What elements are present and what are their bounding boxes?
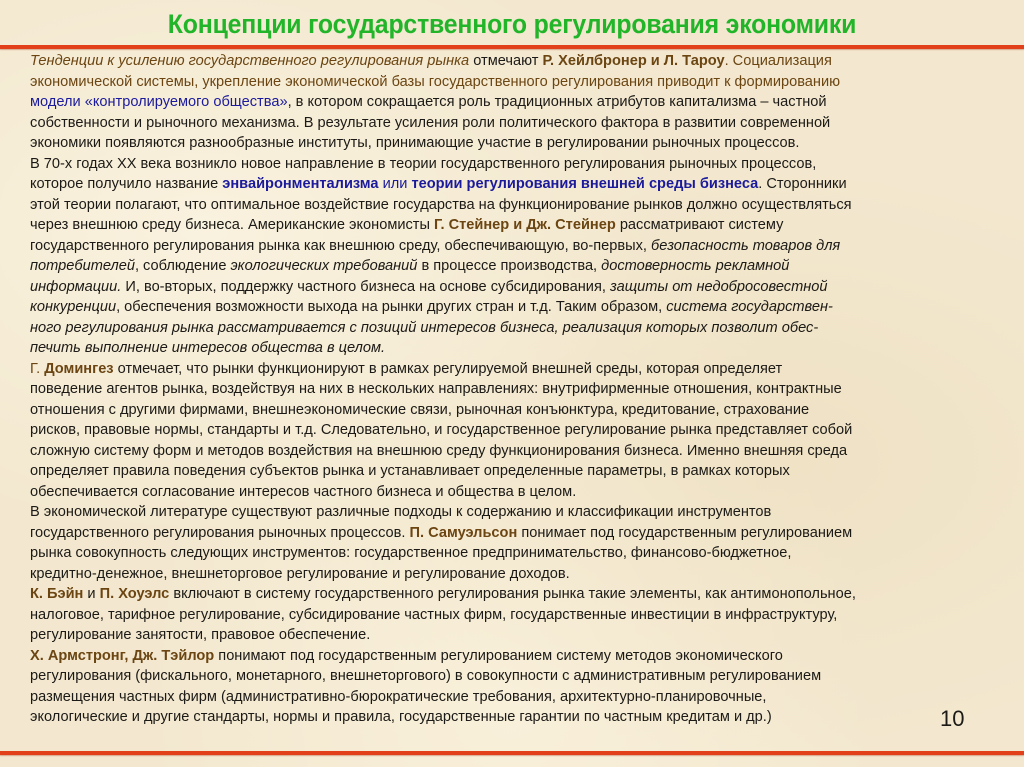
page-number: 10: [940, 706, 965, 731]
text-segment: этой теории полагают, что оптимальное воздействие государства на функционирование рынков должно осуществляться: [30, 196, 852, 213]
text-line: [30, 482, 1010, 503]
text-segment: отмечает, что рынки функционируют в рамках регулируемой внешней среды, которая определяет: [113, 360, 783, 377]
text-segment: обеспечивается согласование интересов частного бизнеса и общества в целом.: [30, 483, 577, 500]
author-name: Х. Армстронг, Дж. Тэйлор: [30, 647, 215, 664]
text-line: [30, 154, 1010, 175]
author-name: П. Хоуэлс: [99, 586, 170, 602]
text-segment: отношения с другими фирмами, внешнеэкономические связи, рыночная конъюнктура, кредитование, страхование: [30, 401, 810, 418]
text-segment: размещения частных фирм (административно-бюрократические требования, архитектурно-планировочные,: [30, 688, 767, 705]
text-line: [30, 92, 1010, 113]
text-line: [30, 379, 1010, 400]
text-line: [30, 441, 1010, 462]
text-line: [30, 72, 1010, 93]
text-segment: государственного регулирования рыночных процессов.: [30, 524, 410, 541]
text-segment: регулирование занятости, правовое обеспечение.: [30, 627, 371, 643]
key-term: модели «контролируемого общества»: [30, 94, 288, 110]
text-line: [30, 502, 1010, 523]
text-segment: собственности и рыночного механизма. В результате усиления роли политического фактора в развитии современной: [30, 114, 831, 131]
text-segment: которое получило название: [30, 176, 223, 192]
text-segment: рынка совокупность следующих инструментов: государственное предпринимательство, финансово-бюджетное,: [30, 545, 792, 561]
slide-title: Концепции государственного регулирования экономики: [167, 9, 857, 39]
text-line: [30, 646, 1010, 667]
text-segment: отмечают: [469, 53, 543, 69]
text-segment: понимает под государственным регулированием: [517, 524, 853, 541]
text-segment: защиты от недобросовестной: [609, 278, 828, 295]
text-segment: через внешнюю среду бизнеса. Американские экономисты: [30, 217, 435, 233]
text-segment: экологических требований: [230, 258, 418, 274]
text-segment: , соблюдение: [134, 258, 231, 274]
author-name: Р. Хейлбронер и Л. Тароу: [542, 53, 725, 69]
text-segment: государственного регулирования рынка как внешнюю среду, обеспечивающую, во-первых,: [30, 237, 652, 254]
text-segment: система государствен-: [666, 299, 833, 315]
key-term: или: [378, 176, 412, 192]
text-line: [30, 133, 1010, 154]
top-divider: [0, 45, 1024, 49]
text-line: [30, 215, 1010, 236]
text-line: [30, 420, 1010, 441]
text-segment: , в котором сокращается роль традиционных атрибутов капитализма – частной: [287, 94, 827, 110]
text-line: [30, 605, 1010, 626]
text-segment: . Социализация: [724, 53, 832, 69]
text-segment: экономики появляются разнообразные институты, принимающие участие в регулировании рыночных процессов.: [30, 135, 800, 151]
text-segment: регулирования (фискального, монетарного, внешнеторгового) в совокупности с административным регулированием: [30, 668, 822, 684]
text-segment: В экономической литературе существуют различные подходы к содержанию и классификации инструментов: [30, 504, 772, 520]
text-line: [30, 277, 1010, 298]
text-segment: ного регулирования рынка рассматривается с позиций интересов бизнеса, реализация которых позволит обес-: [30, 319, 819, 336]
text-line: [30, 256, 1010, 277]
author-name: П. Самуэльсон: [409, 524, 518, 541]
text-line: [30, 195, 1010, 216]
text-segment: включают в систему государственного регулирования рынка такие элементы, как антимонопольное,: [169, 586, 856, 602]
text-line: [30, 564, 1010, 585]
text-line: [30, 625, 1010, 646]
bottom-divider: [0, 751, 1024, 755]
text-line: [30, 297, 1010, 318]
text-segment: рассматривают систему: [615, 217, 784, 233]
author-name: Домингез: [44, 360, 114, 377]
text-line: [30, 400, 1010, 421]
text-line: [30, 236, 1010, 257]
text-line: [30, 666, 1010, 687]
text-line: [30, 461, 1010, 482]
author-name: К. Бэйн: [30, 586, 84, 602]
text-segment: понимают под государственным регулированием систему методов экономического: [214, 647, 783, 664]
text-line: [30, 707, 1010, 728]
text-segment: налоговое, тарифное регулирование, субсидирование частных фирм, государственные инвестиции в инфраструктуру,: [30, 606, 838, 623]
text-segment: достоверность рекламной: [601, 258, 790, 274]
slide-body-text: [30, 51, 1010, 728]
key-term: энвайронментализма: [222, 176, 379, 192]
text-line: [30, 318, 1010, 339]
text-segment: поведение агентов рынка, воздействуя на них в нескольких направлениях: внутрифирменные отношения, контрактные: [30, 381, 842, 397]
author-name: Г. Стейнер и Дж. Стейнер: [434, 217, 616, 233]
text-line: [30, 338, 1010, 359]
text-line: [30, 543, 1010, 564]
text-line: [30, 523, 1010, 544]
text-segment: экологические и другие стандарты, нормы и правила, государственные гарантии по частным кредитам и др.): [30, 709, 772, 725]
text-segment: Г.: [30, 360, 45, 377]
text-segment: печить выполнение интересов общества в целом.: [30, 340, 386, 356]
text-segment: В 70-х годах XX века возникло новое направление в теории государственного регулирования рыночных процессов,: [30, 155, 817, 172]
text-segment: Тенденции к усилению государственного регулирования рынка: [30, 53, 470, 69]
text-segment: потребителей: [30, 258, 135, 274]
text-segment: безопасность товаров для: [651, 237, 841, 254]
text-segment: . Сторонники: [758, 176, 847, 192]
text-segment: и: [83, 586, 100, 602]
text-line: [30, 584, 1010, 605]
text-line: [30, 113, 1010, 134]
text-segment: сложную систему форм и методов воздействия на внешнюю среду функционирования бизнеса. Именно внешняя среда: [30, 442, 848, 459]
text-line: [30, 359, 1010, 380]
text-line: [30, 687, 1010, 708]
text-segment: рисков, правовые нормы, стандарты и т.д. Следовательно, и государственное регулирование рынка представляет собой: [30, 422, 853, 438]
text-segment: экономической системы, укрепление экономической базы государственного регулирования приводит к формированию: [30, 73, 841, 90]
text-segment: , обеспечения возможности выхода на рынки других стран и т.д. Таким образом,: [116, 299, 667, 315]
text-line: [30, 51, 1010, 72]
text-segment: в процессе производства,: [417, 258, 602, 274]
text-segment: конкуренции: [30, 299, 117, 315]
text-segment: определяет правила поведения субъектов рынка и устанавливает определенные параметры, в рамках которых: [30, 463, 790, 479]
text-segment: кредитно-денежное, внешнеторговое регулирование и регулирование доходов.: [30, 565, 570, 582]
text-line: [30, 174, 1010, 195]
text-segment: И, во-вторых, поддержку частного бизнеса на основе субсидирования,: [121, 278, 610, 295]
text-segment: информации.: [30, 278, 122, 295]
key-term: теории регулирования внешней среды бизнеса: [411, 176, 759, 192]
